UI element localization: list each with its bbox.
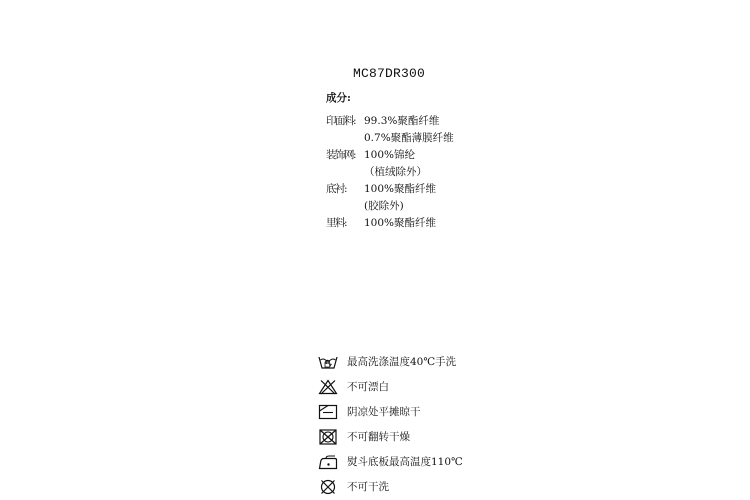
composition-line: 100%聚酯纤维 — [364, 183, 437, 195]
care-row-no-dry-clean — [318, 474, 463, 499]
composition-row-label: 装饰网: — [326, 149, 356, 161]
composition-row-outer-fabric — [326, 113, 454, 147]
composition-line: 100%锦纶 — [364, 149, 416, 161]
composition-row-label: 印面料: — [326, 115, 356, 127]
composition-line: 100%聚酯纤维 — [364, 217, 437, 229]
composition-row-backing — [326, 181, 454, 215]
composition-row-label: 里料: — [326, 217, 347, 229]
do-not-dry-clean-icon — [318, 479, 338, 495]
composition-line: 99.3%聚酯纤维 — [364, 115, 440, 127]
care-instructions — [318, 349, 463, 499]
do-not-tumble-dry-icon — [318, 429, 338, 445]
do-not-bleach-icon — [318, 379, 338, 395]
care-text: 不可干洗 — [347, 480, 389, 493]
care-row-hand-wash — [318, 349, 463, 374]
care-text: 不可翻转干燥 — [347, 430, 410, 443]
composition-heading: 成分: — [326, 92, 351, 104]
composition-line: 0.7%聚酯薄膜纤维 — [364, 132, 454, 144]
care-row-no-tumble-dry — [318, 424, 463, 449]
composition-row-lining — [326, 215, 454, 232]
care-row-no-bleach — [318, 374, 463, 399]
iron-max-110-icon — [318, 454, 338, 470]
composition-line: (胶除外) — [364, 200, 404, 212]
model-code: MC87DR300 — [353, 66, 426, 81]
care-row-dry-flat-shade — [318, 399, 463, 424]
care-text: 最高洗涤温度40℃手洗 — [347, 355, 457, 368]
composition-section — [326, 90, 454, 232]
care-row-iron — [318, 449, 463, 474]
composition-row-decorative-mesh — [326, 147, 454, 181]
care-text: 阴凉处平摊晾干 — [347, 405, 421, 418]
hand-wash-40-icon — [318, 354, 338, 370]
composition-row-label: 底衬: — [326, 183, 347, 195]
care-text: 熨斗底板最高温度110℃ — [347, 455, 463, 468]
dry-flat-in-shade-icon — [318, 404, 338, 420]
care-text: 不可漂白 — [347, 380, 389, 393]
composition-line: （植绒除外） — [364, 166, 427, 178]
